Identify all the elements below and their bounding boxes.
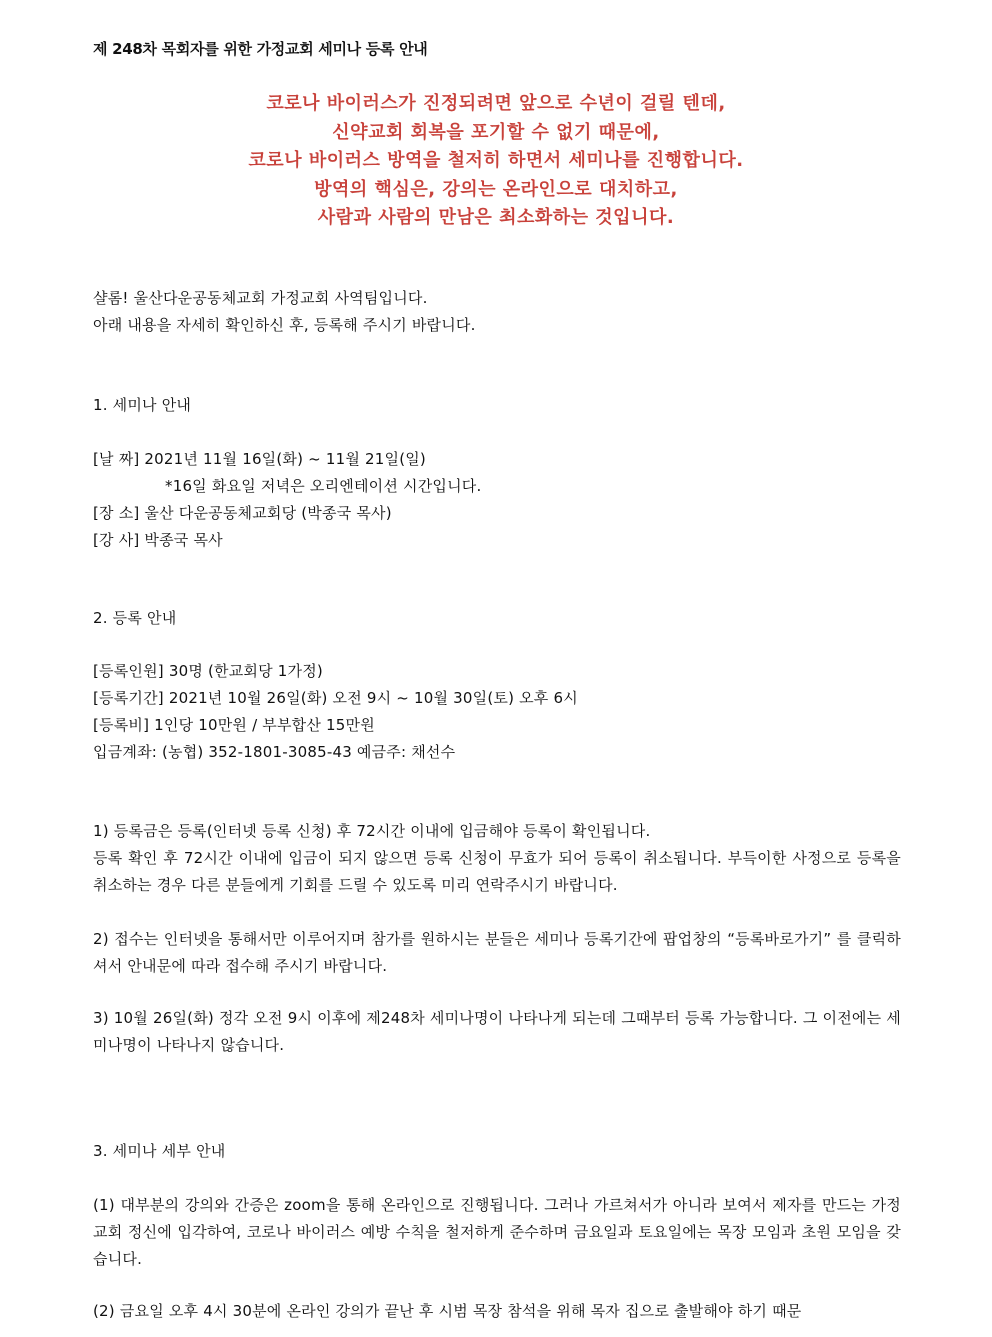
seminar-date-note: *16일 화요일 저녁은 오리엔테이션 시간입니다. <box>165 477 482 495</box>
section1-heading: 1. 세미나 안내 <box>93 396 192 414</box>
bank-account: 입금계좌: (농협) 352-1801-3085-43 예금주: 채선수 <box>93 743 456 761</box>
note-1-line-2: 등록 확인 후 72시간 이내에 입금이 되지 않으면 등록 신청이 무효가 되어 등록이 취소됩니다. 부득이한 사정으로 등록을 취소하는 경우 다른 분들에게 기회를 드릴 수 있도록 미리 연락주시기 바랍니다. <box>93 849 901 894</box>
detail-item-2: (2) 금요일 오후 4시 30분에 온라인 강의가 끝난 후 시범 목장 참석을 위해 목자 집으로 출발해야 하기 때문 <box>93 1302 802 1320</box>
note-1-line-1: 1) 등록금은 등록(인터넷 등록 신청) 후 72시간 이내에 입금해야 등록이 확인됩니다. <box>93 822 651 840</box>
covid-notice <box>0 90 992 233</box>
greeting-line: 아래 내용을 자세히 확인하신 후, 등록해 주시기 바랍니다. <box>93 316 476 334</box>
section3-heading: 3. 세미나 세부 안내 <box>93 1142 226 1160</box>
seminar-place: [장 소] 울산 다운공동체교회당 (박종국 목사) <box>93 504 392 522</box>
notice-line: 사람과 사람의 만남은 최소화하는 것입니다. <box>317 207 675 228</box>
registration-info <box>93 658 901 766</box>
seminar-date: [날 짜] 2021년 11월 16일(화) ~ 11월 21일(일) <box>93 450 426 468</box>
notice-line: 코로나 바이러스 방역을 철저히 하면서 세미나를 진행합니다. <box>248 150 744 171</box>
greeting <box>93 285 901 339</box>
seminar-info <box>93 446 901 554</box>
registration-capacity: [등록인원] 30명 (한교회당 1가정) <box>93 662 323 680</box>
detail-item-1: (1) 대부분의 강의와 간증은 zoom을 통해 온라인으로 진행됩니다. 그러나 가르쳐서가 아니라 보여서 제자를 만드는 가정교회 정신에 입각하여, 코로나 바이러스 예방 수칙을 철저하게 준수하며 금요일과 토요일에는 목장 모임과 초원 모임을 갖습니다. <box>93 1196 902 1268</box>
registration-note-1 <box>93 818 901 899</box>
greeting-line: 샬롬! 울산다운공동체교회 가정교회 사역팀입니다. <box>93 289 428 307</box>
document-title: 제 248차 목회자를 위한 가정교회 세미나 등록 안내 <box>93 40 428 58</box>
registration-note-3: 3) 10월 26일(화) 정각 오전 9시 이후에 제248차 세미나명이 나타나게 되는데 그때부터 등록 가능합니다. 그 이전에는 세미나명이 나타나지 않습니다. <box>93 1009 901 1054</box>
seminar-speaker: [강 사] 박종국 목사 <box>93 531 223 549</box>
notice-line: 방역의 핵심은, 강의는 온라인으로 대치하고, <box>314 178 678 200</box>
notice-line: 코로나 바이러스가 진정되려면 앞으로 수년이 걸릴 텐데, <box>266 93 726 114</box>
registration-note-2: 2) 접수는 인터넷을 통해서만 이루어지며 참가를 원하시는 분들은 세미나 등록기간에 팝업창의 “등록바로가기” 를 클릭하셔서 안내문에 따라 접수해 주시기 바랍니다. <box>93 930 901 975</box>
section2-heading: 2. 등록 안내 <box>93 609 177 627</box>
notice-line: 신약교회 회복을 포기할 수 없기 때문에, <box>332 121 660 143</box>
registration-period: [등록기간] 2021년 10월 26일(화) 오전 9시 ~ 10월 30일(토) 오후 6시 <box>93 689 578 707</box>
registration-fee: [등록비] 1인당 10만원 / 부부합산 15만원 <box>93 716 375 734</box>
